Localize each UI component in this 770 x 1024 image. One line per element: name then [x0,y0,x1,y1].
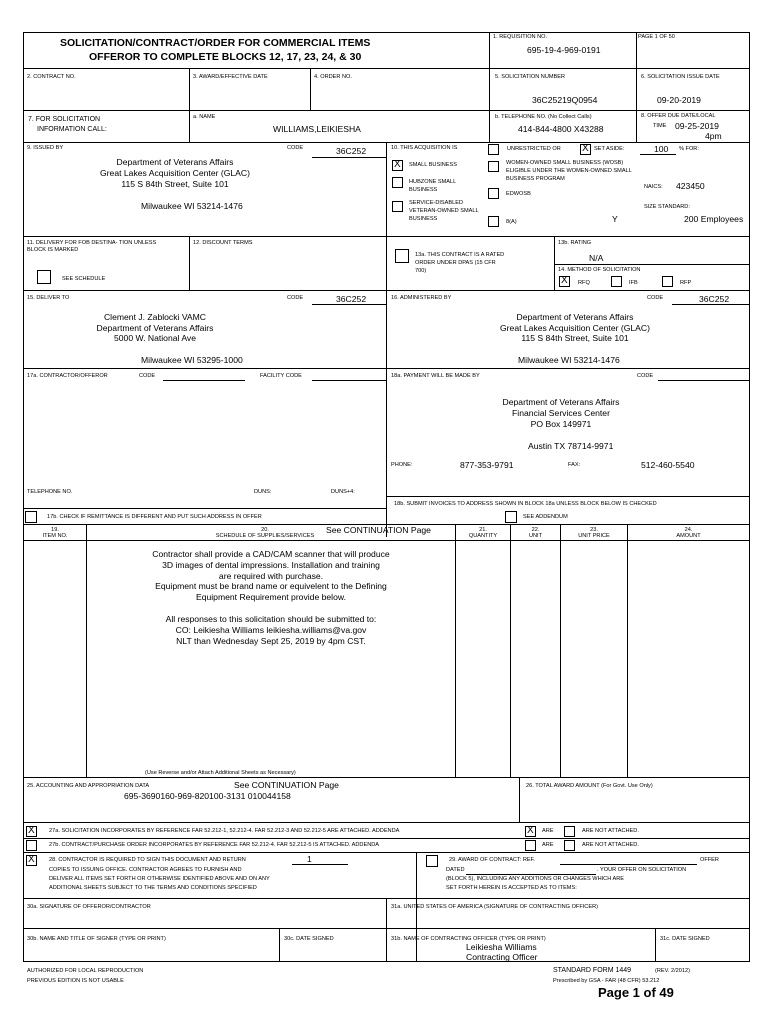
form-title-line2: OFFEROR TO COMPLETE BLOCKS 12, 17, 23, 24, & 30 [89,51,362,63]
issued-by-line2: Great Lakes Acquisition Center (GLAC) [100,168,250,178]
issued-by-code-label: CODE [287,145,304,151]
info-call-label-1: 7. FOR SOLICITATION [28,116,101,123]
deliver-to-code: 36C252 [336,294,367,304]
see-schedule-label: SEE SCHEDULE [62,276,106,282]
eight-a-checkbox[interactable] [488,216,499,227]
contractor-sign-line3: DELIVER ALL ITEMS SET FORTH OR OTHERWISE IDENTIFIED ABOVE AND ON ANY [49,876,270,882]
rating-label: 13b. RATING [558,240,592,246]
edwosb-label: EDWOSB [506,191,531,197]
submit-invoices-label: 18b. SUBMIT INVOICES TO ADDRESS SHOWN IN BLOCK 18a UNLESS BLOCK BELOW IS CHECKED [394,501,657,507]
reverse-note: (Use Reverse and/or Attach Additional Sheets as Necessary) [145,770,296,776]
total-award-label: 26. TOTAL AWARD AMOUNT (For Govt. Use Only) [526,783,653,789]
size-standard-label: SIZE STANDARD: [644,204,690,210]
payment-city: Austin TX 78714-9971 [528,441,614,451]
footer-revision: (REV. 2/2012) [655,968,690,974]
copies-count: 1 [307,854,312,864]
contractor-code-label: CODE [139,373,156,379]
form-title-line1: SOLICITATION/CONTRACT/ORDER FOR COMMERCIAL ITEMS [60,37,371,49]
award-line4: SET FORTH HEREIN IS ACCEPTED AS TO ITEMS: [446,885,577,891]
issue-date-label: 6. SOLICITATION ISSUE DATE [641,74,720,80]
eight-a-mark: Y [612,214,618,224]
eight-a-label: 8(A) [506,219,517,225]
payment-phone-label: PHONE: [391,462,413,468]
signature-31a-label: 31a. UNITED STATES OF AMERICA (SIGNATURE OF CONTRACTING OFFICER) [391,904,598,910]
administered-by-city: Milwaukee WI 53214-1476 [518,355,620,365]
schedule-submission-note: All responses to this solicitation should be submitted to: CO: Leikiesha Williams leikiesha.williams@va.gov NLT than Wednesday Sept 25, 2019 by 4pm CST. [165,614,377,646]
ifb-checkbox[interactable] [611,276,622,287]
deliver-to-city: Milwaukee WI 53295-1000 [141,355,243,365]
hubzone-label: HUBZONE SMALL BUSINESS [409,179,457,193]
officer-title: Contracting Officer [466,952,538,962]
wosb-label: WOMEN-OWNED SMALL BUSINESS (WOSB) ELIGIBLE UNDER THE WOMEN-OWNED SMALL BUSINESS PROGRAM [506,160,632,182]
issued-by-city: Milwaukee WI 53214-1476 [141,201,243,211]
deliver-to-line2: Department of Veterans Affairs [96,323,214,333]
edwosb-checkbox[interactable] [488,188,499,199]
addendum-checkbox[interactable] [505,511,517,523]
officer-date-label: 31c. DATE SIGNED [660,936,710,942]
payment-line2: Financial Services Center [512,408,610,418]
duns4-label: DUNS+4: [331,489,355,495]
award-line2: . YOUR OFFER ON SOLICITATION [597,867,687,873]
addendum-label: SEE ADDENDUM [523,514,568,520]
requisition-label: 1. REQUISITION NO. [493,34,548,40]
col-supplies: 20. SCHEDULE OF SUPPLIES/SERVICES [215,527,315,539]
payment-by-label: 18a. PAYMENT WILL BE MADE BY [391,373,480,379]
far-27b-checkbox[interactable] [26,840,37,851]
award-offer-label: OFFER [700,857,719,863]
remittance-label: 17b. CHECK IF REMITTANCE IS DIFFERENT AND PUT SUCH ADDRESS IN OFFER [47,514,262,520]
addenda-27a-are-not: ARE NOT ATTACHED. [582,828,639,834]
remittance-checkbox[interactable] [25,511,37,523]
administered-by-code: 36C252 [699,294,730,304]
col-quantity: 21. QUANTITY [468,527,498,539]
addenda-27b-are-not-checkbox[interactable] [564,840,575,851]
officer-name-label: 31b. NAME OF CONTRACTING OFFICER (TYPE OR PRINT) [391,936,546,942]
officer-name: Leikiesha Williams [466,942,537,952]
administered-by-line1: Department of Veterans Affairs [516,312,634,322]
footer-previous-edition: PREVIOUS EDITION IS NOT USABLE [27,978,124,984]
solicitation-number-label: 5. SOLICITATION NUMBER [495,74,566,80]
issued-by-code: 36C252 [336,146,367,156]
acquisition-label: 10. THIS ACQUISITION IS [391,145,458,151]
set-aside-percent: 100 [654,144,669,154]
contractor-sign-checkbox[interactable] [26,855,37,866]
far-27a-checkbox[interactable] [26,826,37,837]
administered-by-line3: 115 S 84th Street, Suite 101 [521,333,629,343]
addenda-27b-are-not: ARE NOT ATTACHED. [582,842,639,848]
administered-by-label: 16. ADMINISTERED BY [391,295,452,301]
award-date-label: 3. AWARD/EFFECTIVE DATE [193,74,268,80]
schedule-description: Contractor shall provide a CAD/CAM scanner that will produce 3D images of dental impressions. Installation and training are required with purchase. Equipment must be brand name or equivelent to the Defining Equipment Requirement provide below. [152,549,390,603]
col-item-no: 19. ITEM NO. [42,527,68,539]
addenda-27b-are: ARE [542,842,554,848]
unrestricted-checkbox[interactable] [488,144,499,155]
award-dated-label: DATED [446,867,465,873]
contract-no-label: 2. CONTRACT NO. [27,74,76,80]
addenda-27a-are-checkbox[interactable] [525,826,536,837]
naics-code: 423450 [676,181,705,191]
footer-prescribed: Prescribed by GSA - FAR (48 CFR) 53.212 [553,978,660,984]
award-checkbox[interactable] [426,855,438,867]
requisition-number: 695-19-4-969-0191 [527,45,601,55]
col-unit: 22. UNIT [528,527,543,539]
contractor-label: 17a. CONTRACTOR/OFFEROR [27,373,108,379]
deliver-to-line3: 5000 W. National Ave [113,333,196,343]
deliver-to-code-label: CODE [287,295,304,301]
sdvosb-label: SERVICE-DISABLED VETERAN-OWNED SMALL BUSINESS [409,200,479,222]
payment-code-label: CODE [637,373,654,379]
duns-label: DUNS: [254,489,272,495]
signer-date-label: 30c. DATE SIGNED [284,936,334,942]
hubzone-checkbox[interactable] [392,177,403,188]
issue-date: 09-20-2019 [657,95,701,105]
signer-name-label: 30b. NAME AND TITLE OF SIGNER (TYPE OR PRINT) [27,936,166,942]
rated-order-label: 13a. THIS CONTRACT IS A RATED ORDER UNDER DPAS (15 CFR 700) [415,252,505,274]
wosb-checkbox[interactable] [488,161,499,172]
solicitation-number: 36C25219Q0954 [532,95,598,105]
telephone-label: b. TELEPHONE NO. (No Collect Calls) [495,114,592,120]
contact-name-label: a. NAME [193,114,216,120]
contact-name: WILLIAMS,LEIKIESHA [273,124,361,134]
method-label: 14. METHOD OF SOLICITATION [558,267,641,273]
offer-due-time: 4pm [705,131,722,141]
payment-phone: 877-353-9791 [460,460,514,470]
set-aside-label: SET ASIDE: [594,146,625,152]
addenda-27a-are-not-checkbox[interactable] [564,826,575,837]
discount-terms-label: 12. DISCOUNT TERMS [193,240,253,246]
far-27b-text: 27b. CONTRACT/PURCHASE ORDER INCORPORATES BY REFERENCE FAR 52.212-4. FAR 52.212-5 IS ATTACHED. ADDENDA [49,842,380,848]
contractor-sign-line1: 28. CONTRACTOR IS REQUIRED TO SIGN THIS DOCUMENT AND RETURN [49,857,246,863]
small-business-checkbox[interactable] [392,160,403,171]
payment-line1: Department of Veterans Affairs [502,397,620,407]
telephone-number: 414-844-4800 X43288 [518,124,604,134]
administered-by-code-label: CODE [647,295,664,301]
award-line1: 29. AWARD OF CONTRACT: REF. [449,857,535,863]
rfq-label: RFQ [578,280,590,286]
set-aside-checkbox[interactable] [580,144,591,155]
signature-30a-label: 30a. SIGNATURE OF OFFEROR/CONTRACTOR [27,904,151,910]
accounting-data: 695-3690160-969-820100-3131 010044158 [124,791,291,801]
issued-by-line3: 115 S 84th Street, Suite 101 [121,179,229,189]
deliver-to-label: 15. DELIVER TO [27,295,70,301]
col-unit-price: 23. UNIT PRICE [578,527,610,539]
see-schedule-checkbox[interactable] [37,270,51,284]
accounting-continuation: See CONTINUATION Page [234,780,339,790]
accounting-label: 25. ACCOUNTING AND APPROPRIATION DATA [27,783,150,789]
far-27a-text: 27a. SOLICITATION INCORPORATES BY REFERENCE FAR 52.212-1, 52.212-4. FAR 52.212-3 AND 52.212-5 ARE ATTACHED. ADDENDA [49,828,400,834]
unrestricted-label: UNRESTRICTED OR [507,146,561,152]
sdvosb-checkbox[interactable] [392,201,403,212]
rfq-checkbox[interactable] [559,276,570,287]
size-standard: 200 Employees [684,214,744,224]
administered-by-line2: Great Lakes Acquisition Center (GLAC) [500,323,650,333]
rating-value: N/A [589,253,604,263]
offer-due-date: 09-25-2019 [675,121,719,131]
offer-due-time-label: TIME [653,123,667,129]
percent-for-label: % FOR: [679,146,699,152]
contractor-telephone-label: TELEPHONE NO. [27,489,73,495]
payment-fax-label: FAX: [568,462,581,468]
addenda-27a-are: ARE [542,828,554,834]
deliver-to-line1: Clement J. Zablocki VAMC [103,312,207,322]
contractor-sign-line2: COPIES TO ISSUING OFFICE. CONTRACTOR AGREES TO FURNISH AND [49,867,242,873]
order-no-label: 4. ORDER NO. [314,74,352,80]
footer-authorized: AUTHORIZED FOR LOCAL REPRODUCTION [27,968,144,974]
rfp-checkbox[interactable] [662,276,673,287]
facility-code-label: FACILITY CODE [260,373,302,379]
delivery-fob-label: 11. DELIVERY FOR FOB DESTINA- TION UNLESS BLOCK IS MARKED [27,240,157,253]
col-amount: 24. AMOUNT [676,527,701,539]
rfp-label: RFP [680,280,692,286]
addenda-27b-are-checkbox[interactable] [525,840,536,851]
ifb-label: IFB [629,280,638,286]
award-line3: (BLOCK 5), INCLUDING ANY ADDITIONS OR CHANGES WHICH ARE [446,876,624,882]
issued-by-label: 9. ISSUED BY [27,145,64,151]
footer-form-number: STANDARD FORM 1449 [553,967,632,974]
small-business-label: SMALL BUSINESS [409,162,457,168]
page-number: Page 1 of 49 [598,985,674,1000]
issued-by-line1: Department of Veterans Affairs [116,157,234,167]
page-count-label: PAGE 1 OF 50 [638,34,675,40]
naics-label: NAICS: [644,184,663,190]
rated-order-checkbox[interactable] [395,249,409,263]
info-call-label-2: INFORMATION CALL: [37,126,107,133]
schedule-continuation: See CONTINUATION Page [326,525,431,535]
payment-fax: 512-460-5540 [641,460,695,470]
payment-line3: PO Box 149971 [530,419,592,429]
offer-due-label: 8. OFFER DUE DATE/LOCAL [641,113,716,119]
contractor-sign-line4: ADDITIONAL SHEETS SUBJECT TO THE TERMS AND CONDITIONS SPECIFIED [49,885,257,891]
